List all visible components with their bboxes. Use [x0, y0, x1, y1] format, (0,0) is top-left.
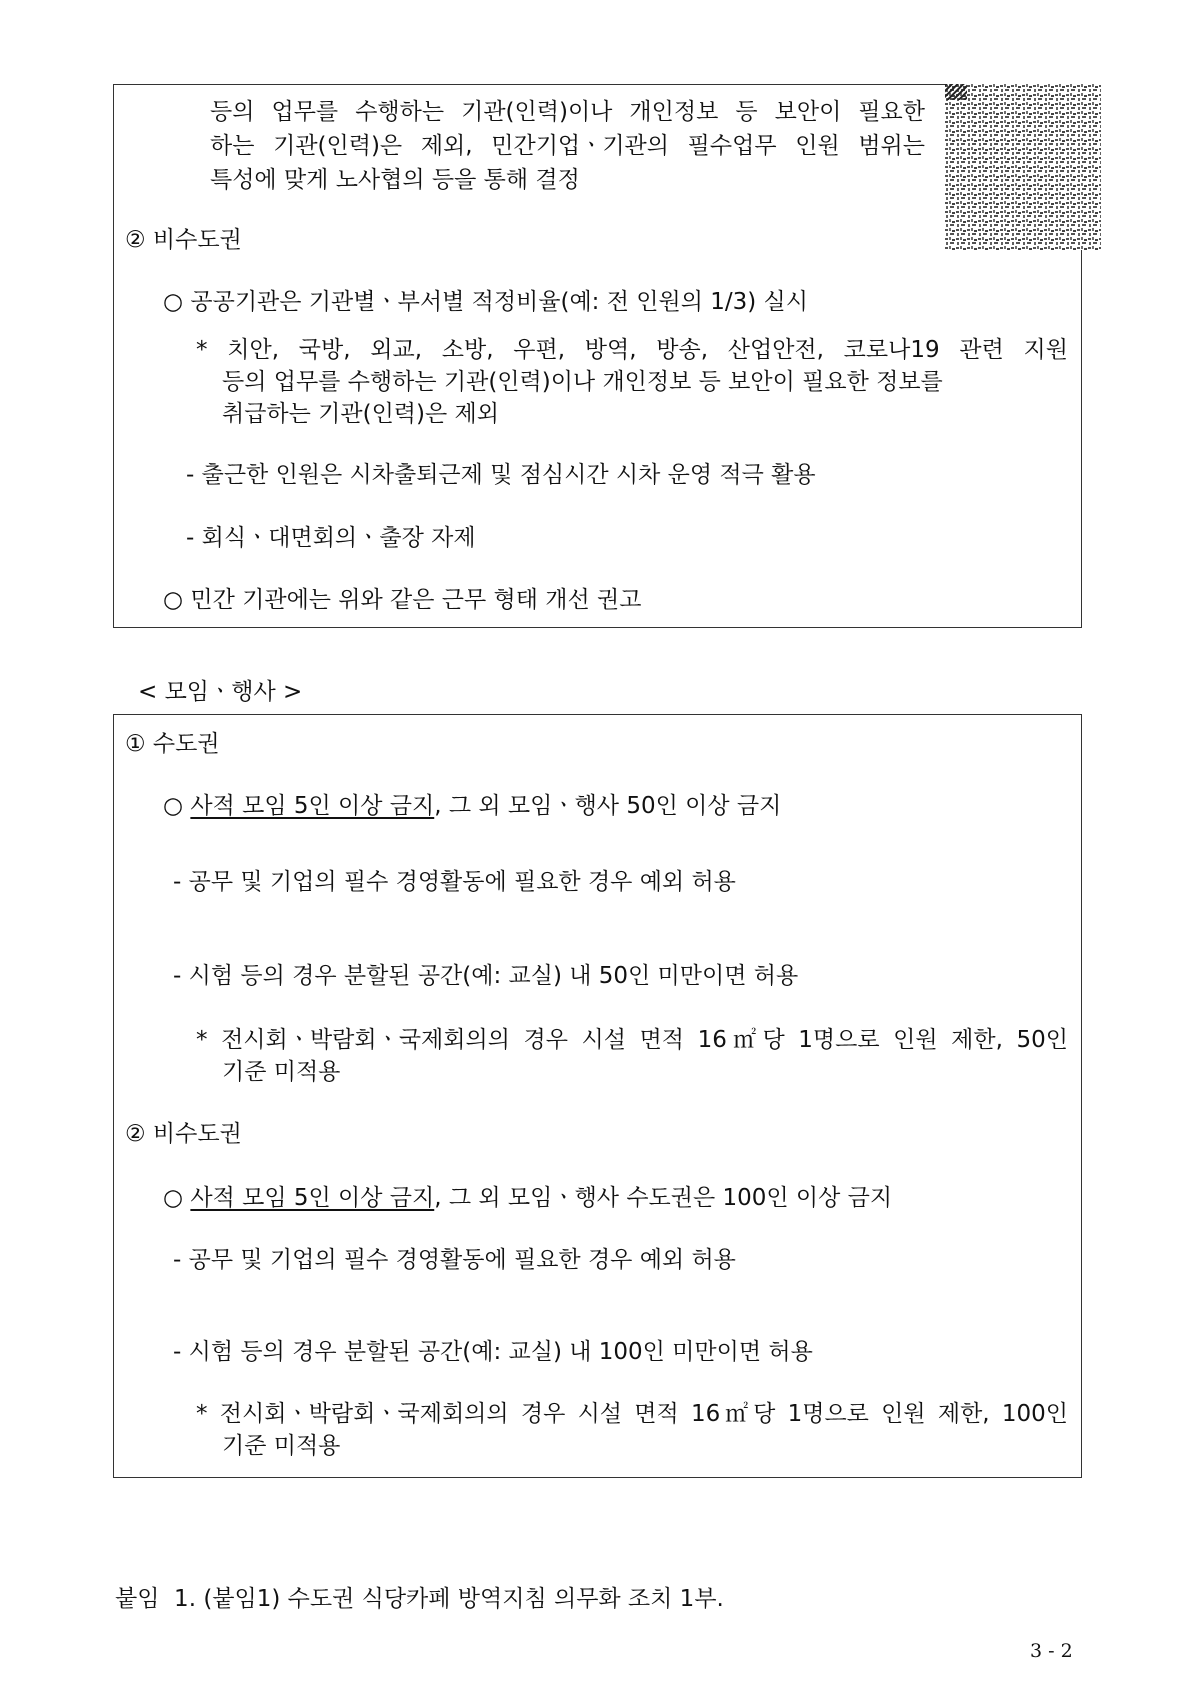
continued-line-1: 등의 업무를 수행하는 기관(인력)이나 개인정보 등 보안이 필요한: [210, 99, 925, 125]
bullet-symbol: ○: [163, 793, 191, 819]
continued-line-3: 특성에 맞게 노사협의 등을 통해 결정: [210, 167, 580, 193]
non-capital-exhibition-note: * 전시회ㆍ박람회ㆍ국제회의의 경우 시설 면적 16㎡당 1명으로 인원 제한, 100인: [196, 1401, 1068, 1427]
stamp-pattern-icon: [945, 84, 1101, 250]
attachment-line: 붙임 1. (붙임1) 수도권 식당카페 방역지침 의무화 조치 1부.: [115, 1586, 724, 1612]
staggered-commute-item: - 출근한 인원은 시차출퇴근제 및 점심시간 시차 운영 적극 활용: [186, 462, 816, 488]
continued-line-2: 하는 기관(인력)은 제외, 민간기업ㆍ기관의 필수업무 인원 범위는: [210, 133, 925, 159]
bullet-symbol: ○: [163, 1185, 191, 1211]
non-capital-title: ② 비수도권: [125, 227, 242, 253]
document-stamp: [945, 84, 1101, 250]
page-number: 3 - 2: [1030, 1640, 1073, 1662]
non-capital-exhibition-note-cont: 기준 미적용: [222, 1433, 341, 1459]
exception-note-line-2: 등의 업무를 수행하는 기관(인력)이나 개인정보 등 보안이 필요한 정보를: [222, 369, 943, 395]
exception-note-line-1: * 치안, 국방, 외교, 소방, 우편, 방역, 방송, 산업안전, 코로나19 관련 지원: [196, 337, 1068, 363]
non-capital-exam-item: - 시험 등의 경우 분할된 공간(예: 교실) 내 100인 미만이면 허용: [173, 1339, 813, 1365]
event-limit-text: , 그 외 모임ㆍ행사 수도권은 100인 이상 금지: [434, 1185, 893, 1211]
non-capital-area-title: ② 비수도권: [125, 1121, 242, 1147]
capital-area-title: ① 수도권: [125, 731, 220, 757]
capital-exhibition-note: * 전시회ㆍ박람회ㆍ국제회의의 경우 시설 면적 16㎡당 1명으로 인원 제한, 50인: [196, 1027, 1068, 1053]
exception-note-line-3: 취급하는 기관(인력)은 제외: [222, 401, 499, 427]
section-header: < 모임ㆍ행사 >: [138, 679, 303, 705]
non-capital-gathering-bullet: [163, 1182, 892, 1214]
capital-exception-item: - 공무 및 기업의 필수 경영활동에 필요한 경우 예외 허용: [173, 869, 736, 895]
non-capital-exception-item: - 공무 및 기업의 필수 경영활동에 필요한 경우 예외 허용: [173, 1247, 736, 1273]
capital-exhibition-note-cont: 기준 미적용: [222, 1059, 341, 1085]
private-gathering-ban: 사적 모임 5인 이상 금지: [190, 1185, 435, 1211]
capital-gathering-bullet: [163, 790, 781, 822]
public-institution-bullet: ○ 공공기관은 기관별ㆍ부서별 적정비율(예: 전 인원의 1/3) 실시: [163, 289, 808, 315]
refrain-meetings-item: - 회식ㆍ대면회의ㆍ출장 자제: [186, 525, 476, 551]
capital-exam-item: - 시험 등의 경우 분할된 공간(예: 교실) 내 50인 미만이면 허용: [173, 963, 799, 989]
event-limit-text: , 그 외 모임ㆍ행사 50인 이상 금지: [434, 793, 782, 819]
private-gathering-ban: 사적 모임 5인 이상 금지: [190, 793, 435, 819]
private-institution-bullet: ○ 민간 기관에는 위와 같은 근무 형태 개선 권고: [163, 587, 642, 613]
